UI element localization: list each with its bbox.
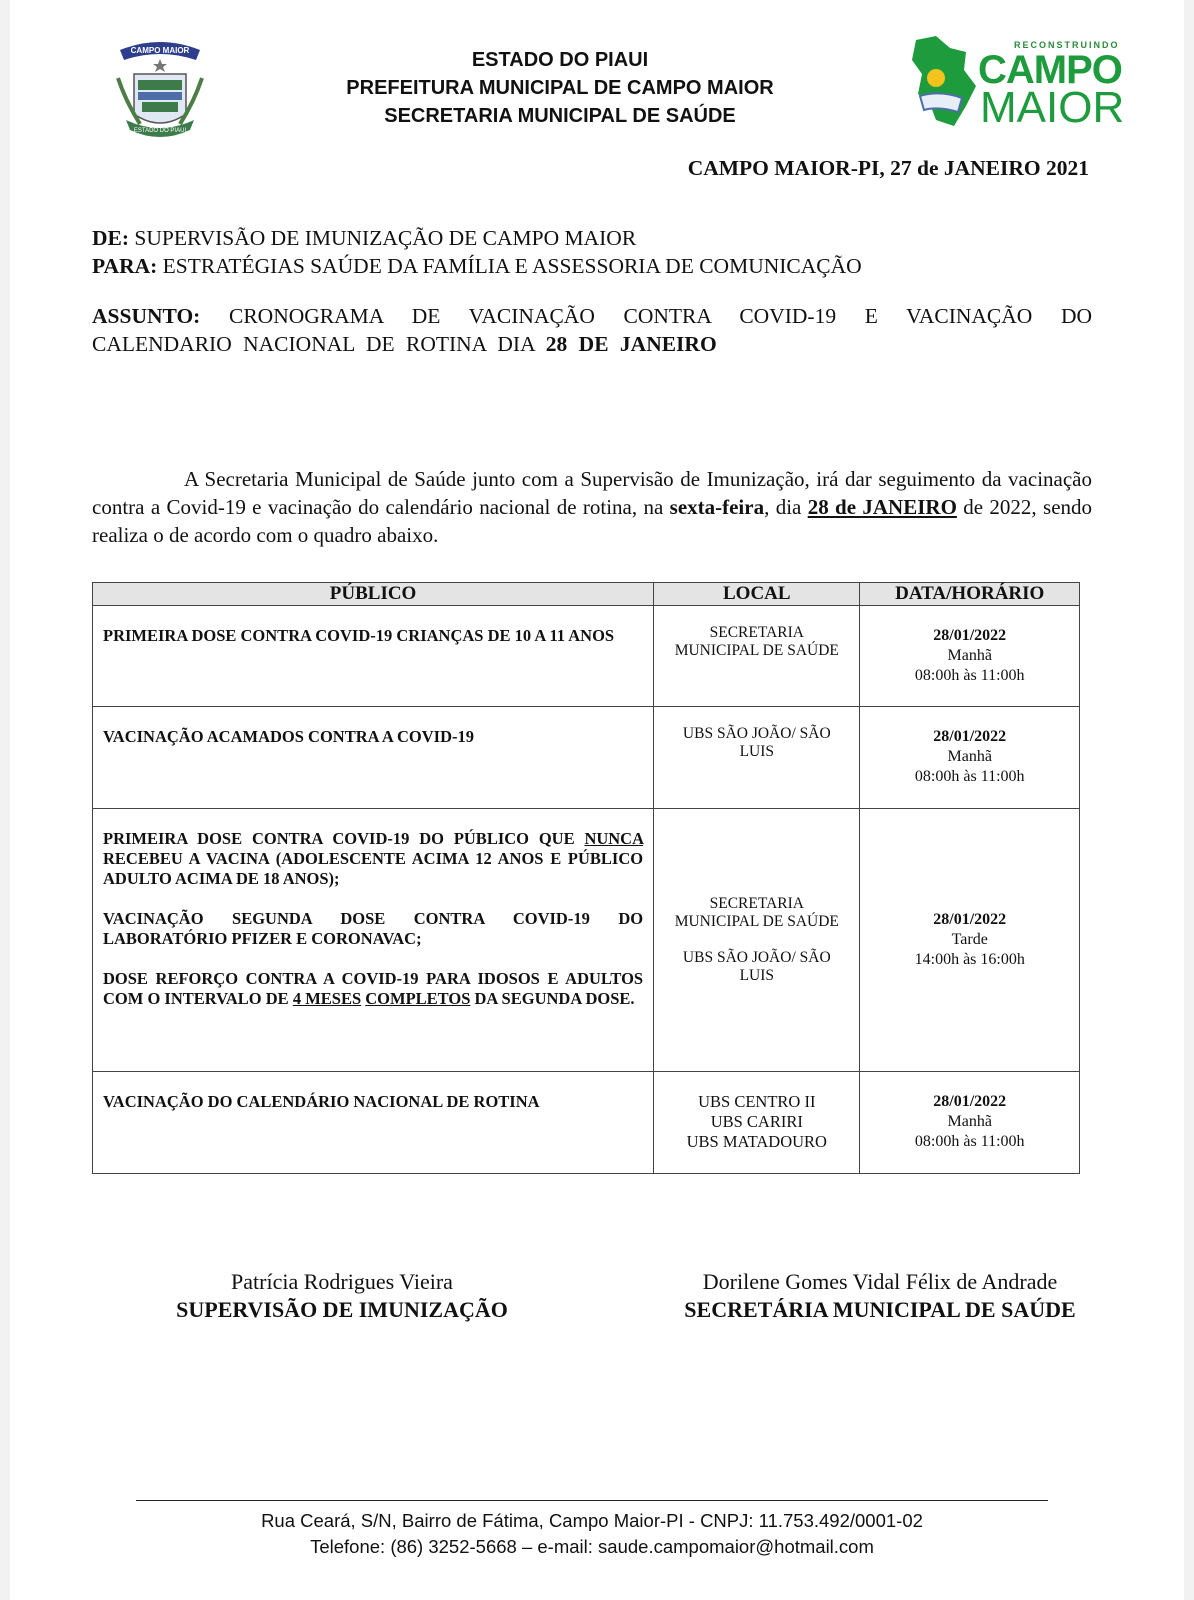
memo-de-value: SUPERVISÃO DE IMUNIZAÇÃO DE CAMPO MAIOR [134,226,637,250]
cell-local: SECRETARIA MUNICIPAL DE SAÚDE UBS SÃO JOÃO/ SÃO LUIS [654,809,860,1072]
signature-supervisao [122,1268,562,1324]
campo-maior-logo [906,30,1146,130]
document-date: CAMPO MAIOR-PI, 27 de JANEIRO 2021 [687,156,1089,180]
header-line-prefeitura: PREFEITURA MUNICIPAL DE CAMPO MAIOR [346,77,774,99]
logo-word-maior: MAIOR [980,83,1125,132]
column-header-data-horario: DATA/HORÁRIO [860,583,1080,606]
memo-assunto-label: ASSUNTO: [92,304,201,328]
signature-role: SUPERVISÃO DE IMUNIZAÇÃO [176,1297,508,1322]
body-text-3: de 2022, sendo realiza o de acordo com o quadro abaixo. [92,495,1093,547]
cell-data-horario: 28/01/2022 Manhã 08:00h às 11:00h [860,606,1080,707]
signature-secretaria [630,1268,1130,1324]
memo-assunto-value: CRONOGRAMA DE VACINAÇÃO CONTRA COVID-19 E VACINAÇÃO DO CALENDARIO NACIONAL DE ROTINA DIA [92,304,1092,356]
signature-name: Patrícia Rodrigues Vieira [231,1269,453,1294]
document-page [10,0,1184,1600]
signature-name: Dorilene Gomes Vidal Félix de Andrade [702,1269,1058,1294]
body-weekday: sexta-feira [669,495,765,519]
cell-publico: PRIMEIRA DOSE CONTRA COVID-19 CRIANÇAS DE 10 A 11 ANOS [93,606,654,707]
table-row [93,606,1080,707]
table-row [93,1072,1080,1174]
footer [136,1508,1048,1560]
footer-address: Rua Ceará, S/N, Bairro de Fátima, Campo Maior-PI - CNPJ: 11.753.492/0001-02 [261,1510,923,1531]
footer-contact: Telefone: (86) 3252-5668 – e-mail: saude.campomaior@hotmail.com [310,1536,874,1557]
cell-data-horario: 28/01/2022 Manhã 08:00h às 11:00h [860,1072,1080,1174]
memo-para-value: ESTRATÉGIAS SAÚDE DA FAMÍLIA E ASSESSORIA DE COMUNICAÇÃO [162,254,862,278]
logo-tagline: RECONSTRUINDO [1014,40,1120,50]
body-date: 28 de JANEIRO [807,495,957,519]
column-header-local: LOCAL [654,583,860,606]
memo-de [92,224,1092,252]
memo-para [92,252,1092,280]
column-header-publico: PÚBLICO [93,583,654,606]
table-row [93,707,1080,809]
cell-publico: VACINAÇÃO DO CALENDÁRIO NACIONAL DE ROTINA [93,1072,654,1174]
municipal-crest-icon [110,32,210,144]
body-text-1: A Secretaria Municipal de Saúde junto com a Supervisão de Imunização, irá dar seguimento da vacinação contra a Covid-19 e vacinação do calendário nacional de rotina, na [92,467,1092,519]
table-row [93,809,1080,1072]
header-line-state: ESTADO DO PIAUI [471,49,649,71]
header-line-secretaria: SECRETARIA MUNICIPAL DE SAÚDE [384,105,736,127]
memo-assunto [92,302,1092,358]
cell-data-horario: 28/01/2022 Tarde 14:00h às 16:00h [860,809,1080,1072]
state-map-icon [906,34,982,130]
cell-publico: VACINAÇÃO ACAMADOS CONTRA A COVID-19 [93,707,654,809]
cell-local: UBS CENTRO II UBS CARIRI UBS MATADOURO [654,1072,860,1174]
memo-de-label: DE: [92,226,130,250]
cell-local: SECRETARIA MUNICIPAL DE SAÚDE [654,606,860,707]
cell-local: UBS SÃO JOÃO/ SÃO LUIS [654,707,860,809]
body-paragraph [92,465,1092,549]
table-header-row [93,583,1080,606]
memo-para-label: PARA: [92,254,158,278]
svg-text:CAMPO MAIOR: CAMPO MAIOR [130,46,190,55]
logo-word-campo: CAMPO [978,48,1122,92]
header-title-block [290,46,830,130]
signature-role: SECRETÁRIA MUNICIPAL DE SAÚDE [684,1297,1076,1322]
cell-publico: PRIMEIRA DOSE CONTRA COVID-19 DO PÚBLICO QUE NUNCA RECEBEU A VACINA (ADOLESCENTE ACIMA 12 ANOS E PÚBLICO ADULTO ACIMA DE 18 ANOS); VACINAÇÃO SEGUNDA DOSE CONTRA COVID-19 DO LABORATÓRIO PFIZER E CORONAVAC; DOSE REFORÇO CONTRA A COVID-19 PARA IDOSOS E ADULTOS COM O INTERVALO DE 4 MESES COMPLETOS DA SEGUNDA DOSE. [93,809,654,1072]
footer-divider [136,1500,1048,1501]
cell-data-horario: 28/01/2022 Manhã 08:00h às 11:00h [860,707,1080,809]
vaccination-schedule-table [92,582,1080,1174]
body-text-2: , dia [764,495,802,519]
svg-text:ESTADO DO PIAUI: ESTADO DO PIAUI [133,128,187,134]
memo-assunto-date: 28 DE JANEIRO [545,332,717,356]
